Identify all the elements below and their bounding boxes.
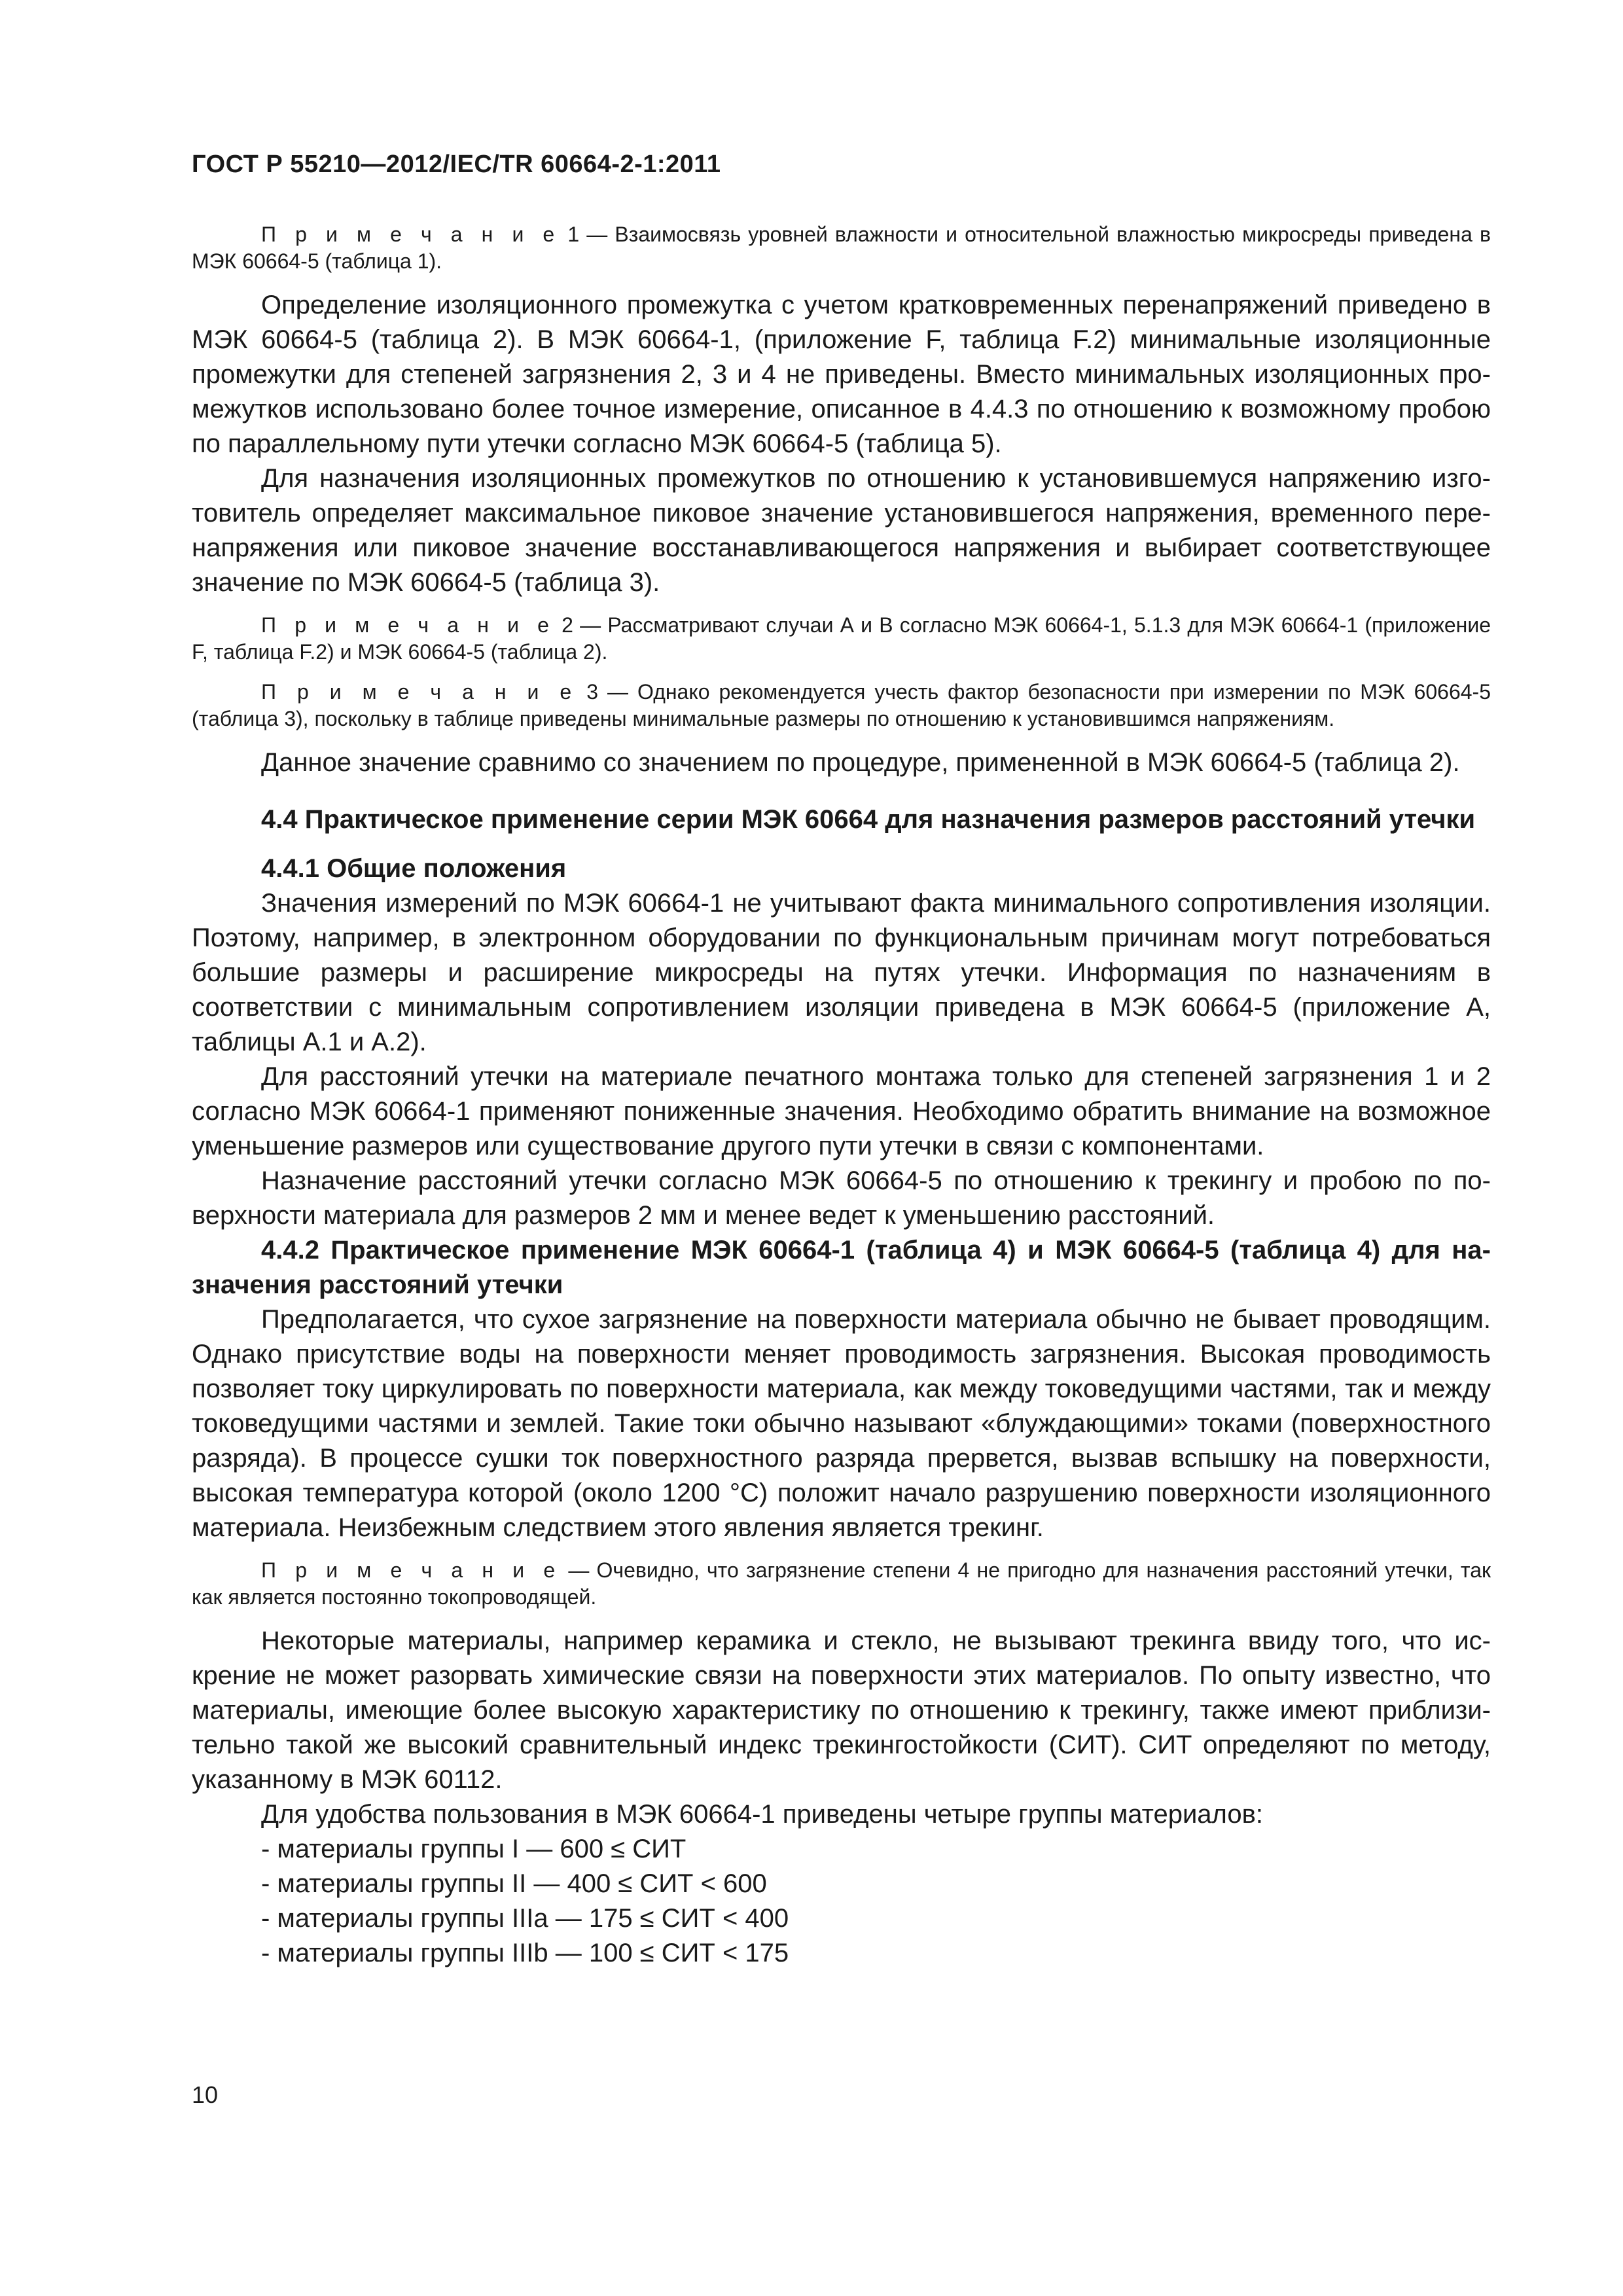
note-label: П р и м е ч а н и е xyxy=(261,680,578,704)
note-label: П р и м е ч а н и е xyxy=(261,1558,562,1582)
list-item: - материалы группы II — 400 ≤ СИТ < 600 xyxy=(261,1869,767,1898)
paragraph: Значения измерений по МЭК 60664-1 не учитывают факта минимального сопротивления изоляции. Поэтому, например, в электронном оборудовании по функциональным причинам могут потребоваться большие размеры и расширение микросреды на путях утечки. Информация по назначениям в соответствии с минимальным сопротивлением изоляции приведена в МЭК 60664-5 (приложение А, таблицы А.1 и А.2). xyxy=(192,889,1491,1056)
section-heading-4-4: 4.4 Практическое применение серии МЭК 60664 для назначения размеров расстояний утечки xyxy=(261,805,1476,834)
note-4 xyxy=(192,1557,1491,1611)
note-text: 1 — Взаимосвязь уровней влажности и относительной влажностью микросреды приведена в МЭК 60664-5 (таблица 1). xyxy=(192,223,1491,273)
paragraph: Предполагается, что сухое загрязнение на поверхности материала обычно не бывает проводящим. Однако присутствие воды на поверхности меняет проводимость загрязнения. Высокая проводимость позволяет току циркулировать по поверхности материала, как между токоведущими частями, так и между токоведущими частями и землей. Такие токи обычно называют «блуждающими» токами (поверхностного разряда). В процессе сушки ток поверхностного разряда прервется, вызвав вспышку на поверхности, высокая температура которой (около 1200 °С) положит начало разрушению поверхности изоляционного материала. Неизбежным следствием этого явления является трекинг. xyxy=(192,1305,1491,1542)
section-heading-4-4-2: 4.4.2 Практическое применение МЭК 60664-1 (таблица 4) и МЭК 60664-5 (таблица 4) для назначения расстояний утечки xyxy=(192,1236,1491,1299)
document-header: ГОСТ Р 55210—2012/IEC/TR 60664-2-1:2011 xyxy=(192,151,721,178)
note-text: 2 — Рассматривают случаи А и В согласно МЭК 60664-1, 5.1.3 для МЭК 60664-1 (приложение F, таблица F.2) и МЭК 60664-5 (таблица 2). xyxy=(192,613,1491,664)
paragraph: Для назначения изоляционных промежутков по отношению к установившемуся напряжению изготовитель определяет максимальное пиковое значение установившегося напряжения, временного перенапряжения или пиковое значение восстанавливающегося напряжения и выбирает соответствующее значение по МЭК 60664-5 (таблица 3). xyxy=(192,464,1491,597)
page-number: 10 xyxy=(192,2081,219,2108)
note-label: П р и м е ч а н и е xyxy=(261,223,561,246)
section-heading-4-4-1: 4.4.1 Общие положения xyxy=(261,854,567,883)
note-1 xyxy=(192,221,1491,275)
paragraph: Назначение расстояний утечки согласно МЭК 60664-5 по отношению к трекингу и пробою по поверхности материала для размеров 2 мм и менее ведет к уменьшению расстояний. xyxy=(192,1166,1491,1230)
paragraph: Данное значение сравнимо со значением по процедуре, примененной в МЭК 60664-5 (таблица 2). xyxy=(261,748,1460,777)
list-item: - материалы группы IIIb — 100 ≤ СИТ < 175 xyxy=(261,1939,789,1967)
note-label: П р и м е ч а н и е xyxy=(261,613,555,637)
note-text: 3 — Однако рекомендуется учесть фактор безопасности при измерении по МЭК 60664-5 (таблица 3), поскольку в таблице приведены минимальные размеры по отношению к установившимся напряжениям. xyxy=(192,680,1491,730)
list-item: - материалы группы IIIa — 175 ≤ СИТ < 400 xyxy=(261,1904,789,1933)
note-3 xyxy=(192,679,1491,732)
paragraph: Для удобства пользования в МЭК 60664-1 приведены четыре группы материалов: xyxy=(261,1800,1263,1829)
note-2 xyxy=(192,612,1491,666)
list-item: - материалы группы I — 600 ≤ СИТ xyxy=(261,1835,687,1863)
paragraph: Для расстояний утечки на материале печатного монтажа только для степеней загрязнения 1 и 2 согласно МЭК 60664-1 применяют пониженные значения. Необходимо обратить внимание на возможное уменьшение размеров или существование другого пути утечки в связи с компонентами. xyxy=(192,1062,1491,1160)
note-text: — Очевидно, что загрязнение степени 4 не пригодно для назначения расстояний утечки, так как является постоянно токопроводящей. xyxy=(192,1558,1491,1609)
paragraph: Определение изоляционного промежутка с учетом кратковременных перенапряжений приведено в МЭК 60664-5 (таблица 2). В МЭК 60664-1, (приложение F, таблица F.2) минимальные изоляционные промежутки для степеней загрязнения 2, 3 и 4 не приведены. Вместо минимальных изоляционных промежутков использовано более точное измерение, описанное в 4.4.3 по отношению к возможному пробою по параллельному пути утечки согласно МЭК 60664-5 (таблица 5). xyxy=(192,291,1491,458)
paragraph: Некоторые материалы, например керамика и стекло, не вызывают трекинга ввиду того, что искрение не может разорвать химические связи на поверхности этих материалов. По опыту известно, что материалы, имеющие более высокую характеристику по отношению к трекингу, также имеют приблизительно такой же высокий сравнительный индекс трекингостойкости (СИТ). СИТ определяют по методу, указанному в МЭК 60112. xyxy=(192,1626,1491,1794)
document-body xyxy=(192,221,1491,1971)
